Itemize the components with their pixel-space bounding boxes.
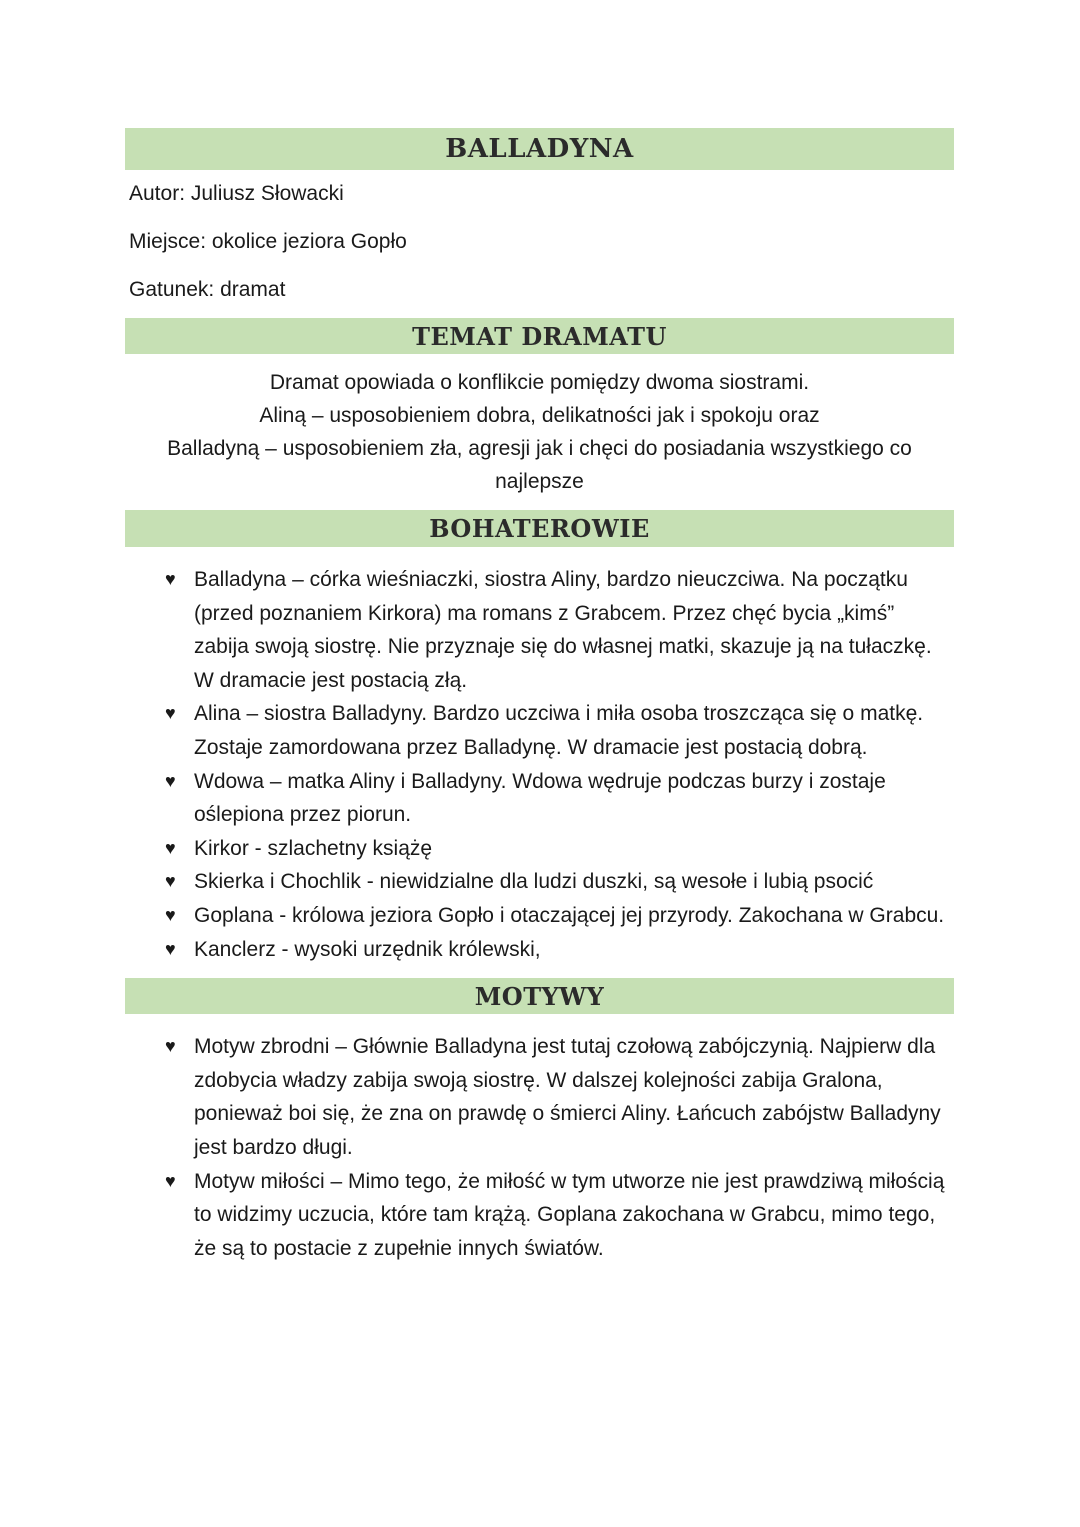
meta-genre-label: Gatunek (129, 278, 209, 301)
meta-author: Autor : Juliusz Słowacki (129, 182, 344, 205)
list-item: ♥ Motyw zbrodni – Głównie Balladyna jest tutaj czołową zabójczynią. Najpierw dla zdobycia władzy zabija swoją siostrę. W dalszej kolejności zabija Gralona, ponieważ boi się, że zna on prawdę o śmierci Aliny. Łańcuch zabójstw Balladyny jest bardzo długi. (165, 1030, 954, 1164)
theme-line: Aliną – usposobieniem dobra, delikatności jak i spokoju oraz (259, 404, 820, 427)
motifs-heading: MOTYWY (125, 978, 954, 1014)
theme-line: najlepsze (495, 470, 584, 493)
heart-icon: ♥ (165, 938, 176, 959)
heart-icon: ♥ (165, 569, 176, 589)
motifs-list (125, 1030, 954, 1265)
document-page (125, 128, 954, 1265)
list-item: ♥ Skierka i Chochlik - niewidzialne dla ludzi duszki, są wesołe i lubią psocić (165, 865, 954, 899)
meta-place-value: okolice jeziora Gopło (211, 230, 407, 253)
theme-line: Dramat opowiada o konflikcie pomiędzy dwoma siostrami. (269, 371, 810, 394)
characters-heading: BOHATEROWIE (125, 510, 954, 547)
heart-icon: ♥ (165, 703, 176, 724)
heart-icon: ♥ (165, 1036, 176, 1057)
heart-icon: ♥ (165, 770, 176, 791)
list-item: ♥ Wdowa – matka Aliny i Balladyny. Wdowa wędruje podczas burzy i zostaje oślepiona przez piorun. (165, 765, 954, 832)
heart-icon: ♥ (165, 904, 176, 925)
characters-list (125, 563, 954, 966)
list-item: ♥ Motyw miłości – Mimo tego, że miłość w tym utworze nie jest prawdziwą miłością to widzimy uczucia, które tam krążą. Goplana zakochana w Grabcu, mimo tego, że są to postacie z zupełnie innych światów. (165, 1165, 954, 1266)
list-item: ♥ Kanclerz - wysoki urzędnik królewski, (165, 933, 954, 967)
list-item: ♥ Balladyna – córka wieśniaczki, siostra Aliny, bardzo nieuczciwa. Na początku (przed poznaniem Kirkora) ma romans z Grabcem. Przez chęć bycia „kimś” zabija swoją siostrę. Nie przyznaje się do własnej matki, skazuje ją na tułaczkę. W dramacie jest postacią złą. (165, 563, 954, 697)
theme-heading: TEMAT DRAMATU (125, 318, 954, 354)
theme-text (125, 366, 954, 498)
document-title: BALLADYNA (125, 128, 954, 170)
meta-author-value: Juliusz Słowacki (190, 182, 344, 205)
meta-genre: Gatunek : dramat (129, 278, 286, 301)
theme-line: Balladyną – usposobieniem zła, agresji jak i chęci do posiadania wszystkiego co (167, 437, 912, 460)
list-item: ♥ Alina – siostra Balladyny. Bardzo uczciwa i miła osoba troszcząca się o matkę. Zostaje zamordowana przez Balladynę. W dramacie jest postacią dobrą. (165, 697, 954, 764)
heart-icon: ♥ (165, 871, 176, 892)
list-item: ♥ Goplana - królowa jeziora Gopło i otaczającej jej przyrody. Zakochana w Grabcu. (165, 899, 954, 933)
heart-icon: ♥ (165, 1170, 176, 1191)
list-item: ♥ Kirkor - szlachetny książę (165, 832, 954, 866)
meta-author-label: Autor (129, 182, 180, 205)
meta-place-label: Miejsce (129, 230, 201, 253)
meta-genre-value: dramat (220, 278, 286, 301)
meta-place: Miejsce : okolice jeziora Gopło (129, 230, 407, 253)
heart-icon: ♥ (165, 837, 176, 858)
meta-section (125, 170, 954, 314)
